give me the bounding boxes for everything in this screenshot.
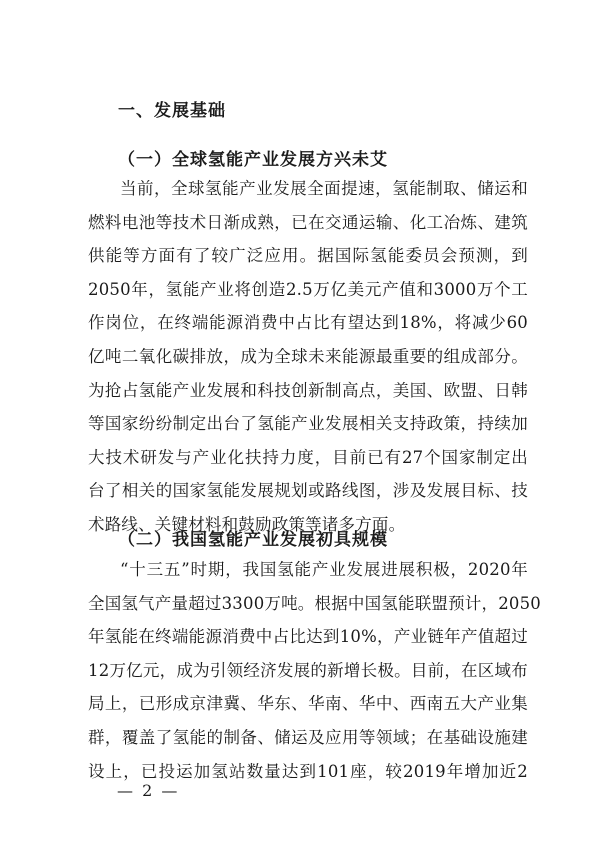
text-line: 年氢能在终端能源消费中占比达到10%，产业链年产值超过	[88, 627, 528, 647]
text-line: 为抢占氢能产业发展和科技创新制高点，美国、欧盟、日韩	[88, 380, 528, 400]
text-line: 设上，已投运加氢站数量达到101座，较2019年增加近2	[88, 761, 528, 781]
text-line: 术路线、关键材料和鼓励政策等诸多方面。	[88, 514, 406, 534]
text-line: 台了相关的国家氢能发展规划或路线图，涉及发展目标、技	[88, 481, 528, 501]
text-line: 局上，已形成京津冀、华东、华南、华中、西南五大产业集	[88, 694, 528, 714]
subsection-heading-1: （一）全球氢能产业发展方兴未艾	[118, 150, 388, 170]
text-line: 12万亿元，成为引领经济发展的新增长极。目前，在区域布	[88, 660, 528, 680]
text-line: 供能等方面有了较广泛应用。据国际氢能委员会预测，到	[88, 246, 528, 266]
text-line: 2050年，氢能产业将创造2.5万亿美元产值和3000万个工	[88, 279, 528, 299]
page-number: — 2 —	[117, 781, 180, 800]
text-line: 全国氢气产量超过3300万吨。根据中国氢能联盟预计，2050	[88, 593, 541, 613]
text-line: 燃料电池等技术日渐成熟，已在交通运输、化工冶炼、建筑	[88, 212, 528, 232]
text-line: 作岗位，在终端能源消费中占比有望达到18%，将减少60	[88, 313, 528, 333]
text-line: 等国家纷纷制定出台了氢能产业发展相关支持政策，持续加	[88, 414, 528, 434]
text-line: “十三五”时期，我国氢能产业发展进展积极，2020年	[120, 560, 528, 579]
paragraph-china-hydrogen	[88, 553, 541, 788]
section-heading: 一、发展基础	[118, 101, 226, 121]
text-line: 群，覆盖了氢能的制备、储运及应用等领域；在基础设施建	[88, 727, 528, 747]
text-line: 亿吨二氧化碳排放，成为全球未来能源最重要的组成部分。	[88, 346, 528, 366]
text-line: 当前，全球氢能产业发展全面提速，氢能制取、储运和	[120, 179, 528, 198]
text-line: 大技术研发与产业化扶持力度，目前已有27个国家制定出	[88, 447, 528, 467]
subsection-heading-2: （二）我国氢能产业发展初具规模	[118, 530, 388, 550]
paragraph-global-hydrogen	[88, 172, 528, 542]
